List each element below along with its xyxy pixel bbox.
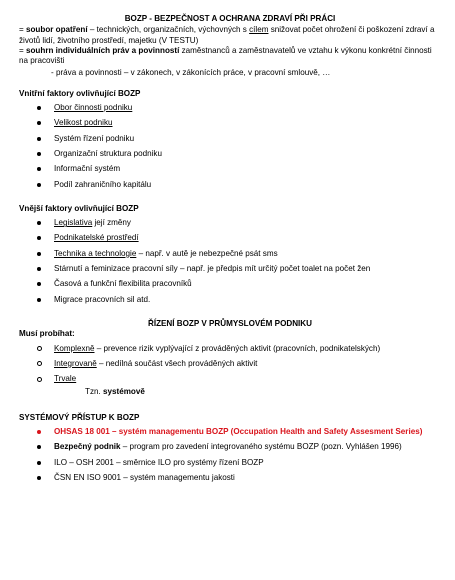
- item-underlined: Komplexně: [54, 343, 95, 353]
- item-text: – např. v autě je nebezpečné psát sms: [136, 248, 278, 258]
- intro-definition-1: [19, 25, 441, 46]
- tzn-bold: systémově: [103, 387, 145, 397]
- term-souhrn-prav: souhrn individuálních práv a povinností: [25, 45, 180, 55]
- item-text: – nedílná součást všech prováděných aktivit: [96, 358, 258, 368]
- filled-bullet-icon: [37, 445, 41, 449]
- item-text: Podíl zahraničního kapitálu: [54, 179, 152, 189]
- hollow-circle-bullet-icon: [37, 346, 42, 351]
- item-text: ČSN EN ISO 9001 – systém managementu jakosti: [54, 472, 235, 482]
- list-item: [19, 442, 441, 452]
- filled-bullet-icon: [37, 137, 41, 141]
- list-item: [19, 180, 441, 190]
- item-text: její změny: [92, 218, 131, 228]
- item-underlined: Integrovaně: [54, 358, 97, 368]
- filled-bullet-icon: [37, 430, 41, 434]
- list-item: [19, 473, 441, 483]
- item-text: – program pro zavedení integrovaného systému BOZP (pozn. Vyhlášen 1996): [120, 442, 402, 452]
- definition-text: zaměstnanců a zaměstnavatelů ve vztahu k výkonu konkrétní činnosti na pracovišti: [19, 45, 432, 66]
- list-item: [19, 233, 441, 243]
- filled-bullet-icon: [37, 106, 41, 110]
- filled-bullet-icon: [37, 152, 41, 156]
- list-item: [19, 149, 441, 159]
- item-text: OHSAS 18 001 – systém managementu BOZP (Occupation Health and Safety Assesment Series): [54, 427, 423, 437]
- list-item: [19, 118, 441, 128]
- item-underlined: Velikost podniku: [54, 118, 113, 128]
- filled-bullet-icon: [37, 461, 41, 465]
- internal-factors-list: [19, 103, 441, 190]
- document-title: BOZP - BEZPEČNOST A OCHRANA ZDRAVÍ PŘI PRÁCI: [124, 14, 336, 23]
- rizeni-subheading: Musí probíhat:: [19, 329, 75, 339]
- list-item: [19, 264, 441, 274]
- internal-factors-heading: Vnitřní faktory ovlivňující BOZP: [19, 88, 141, 98]
- list-item: [19, 359, 441, 369]
- tzn-prefix: Tzn.: [85, 387, 103, 397]
- item-underlined: Obor činnosti podniku: [54, 103, 133, 113]
- list-item-ohsas: [19, 427, 441, 437]
- item-text: Časová a funkční flexibilita pracovníků: [54, 279, 192, 289]
- hollow-circle-bullet-icon: [37, 361, 42, 366]
- list-item: [19, 374, 441, 384]
- definition-text: snižovat počet ohrožení či poškození zdraví a životů lidí, životního prostředí, majetku (V TESTU): [19, 25, 435, 45]
- item-bold: Bezpečný podnik: [54, 442, 121, 452]
- list-item: [19, 249, 441, 259]
- term-soubor-opatreni: soubor opatření: [25, 25, 88, 35]
- term-cilem: cílem: [249, 25, 269, 35]
- systemovy-heading: SYSTÉMOVÝ PŘÍSTUP K BOZP: [19, 412, 140, 422]
- external-factors-heading: Vnější faktory ovlivňující BOZP: [19, 203, 139, 213]
- filled-bullet-icon: [37, 267, 41, 271]
- rizeni-list: [19, 344, 441, 385]
- filled-bullet-icon: [37, 183, 41, 187]
- filled-bullet-icon: [37, 476, 41, 480]
- hollow-circle-bullet-icon: [37, 377, 42, 382]
- item-underlined: Podnikatelské prostředí: [54, 233, 139, 243]
- item-underlined: Trvale: [54, 374, 77, 384]
- item-text: – prevence rizik vyplývající z prováděných aktivit (pracovních, podnikatelských): [94, 343, 381, 353]
- list-item: [19, 164, 441, 174]
- item-text: Systém řízení podniku: [54, 133, 135, 143]
- equals-sign: =: [19, 45, 26, 55]
- item-underlined: Legislativa: [54, 218, 93, 228]
- intro-definition-3: - práva a povinnosti – v zákonech, v zákonících práce, v pracovní smlouvě, …: [51, 68, 331, 78]
- equals-sign: =: [19, 25, 26, 35]
- filled-bullet-icon: [37, 167, 41, 171]
- filled-bullet-icon: [37, 121, 41, 125]
- item-underlined: Technika a technologie: [54, 248, 137, 258]
- list-item: [19, 218, 441, 228]
- list-item: [19, 103, 441, 113]
- filled-bullet-icon: [37, 282, 41, 286]
- systemovy-list: [19, 427, 441, 483]
- item-text: Informační systém: [54, 164, 121, 174]
- filled-bullet-icon: [37, 298, 41, 302]
- item-text: Stárnutí a feminizace pracovní síly – např. je předpis mít určitý počet toalet na počet žen: [54, 264, 371, 274]
- list-item: [19, 295, 441, 305]
- intro-definition-2: [19, 46, 441, 67]
- item-text: Migrace pracovních sil atd.: [54, 294, 151, 304]
- filled-bullet-icon: [37, 236, 41, 240]
- list-item: [19, 458, 441, 468]
- list-item: [19, 134, 441, 144]
- external-factors-list: [19, 218, 441, 305]
- filled-bullet-icon: [37, 221, 41, 225]
- list-item: [19, 344, 441, 354]
- tzn-line: [19, 387, 441, 397]
- rizeni-heading: ŘÍZENÍ BOZP V PRŮMYSLOVÉM PODNIKU: [148, 318, 312, 328]
- item-text: Organizační struktura podniku: [54, 148, 162, 158]
- filled-bullet-icon: [37, 252, 41, 256]
- definition-text: – technických, organizačních, výchovných s: [87, 25, 250, 35]
- list-item: [19, 279, 441, 289]
- item-text: ILO – OSH 2001 – směrnice ILO pro systémy řízení BOZP: [54, 457, 264, 467]
